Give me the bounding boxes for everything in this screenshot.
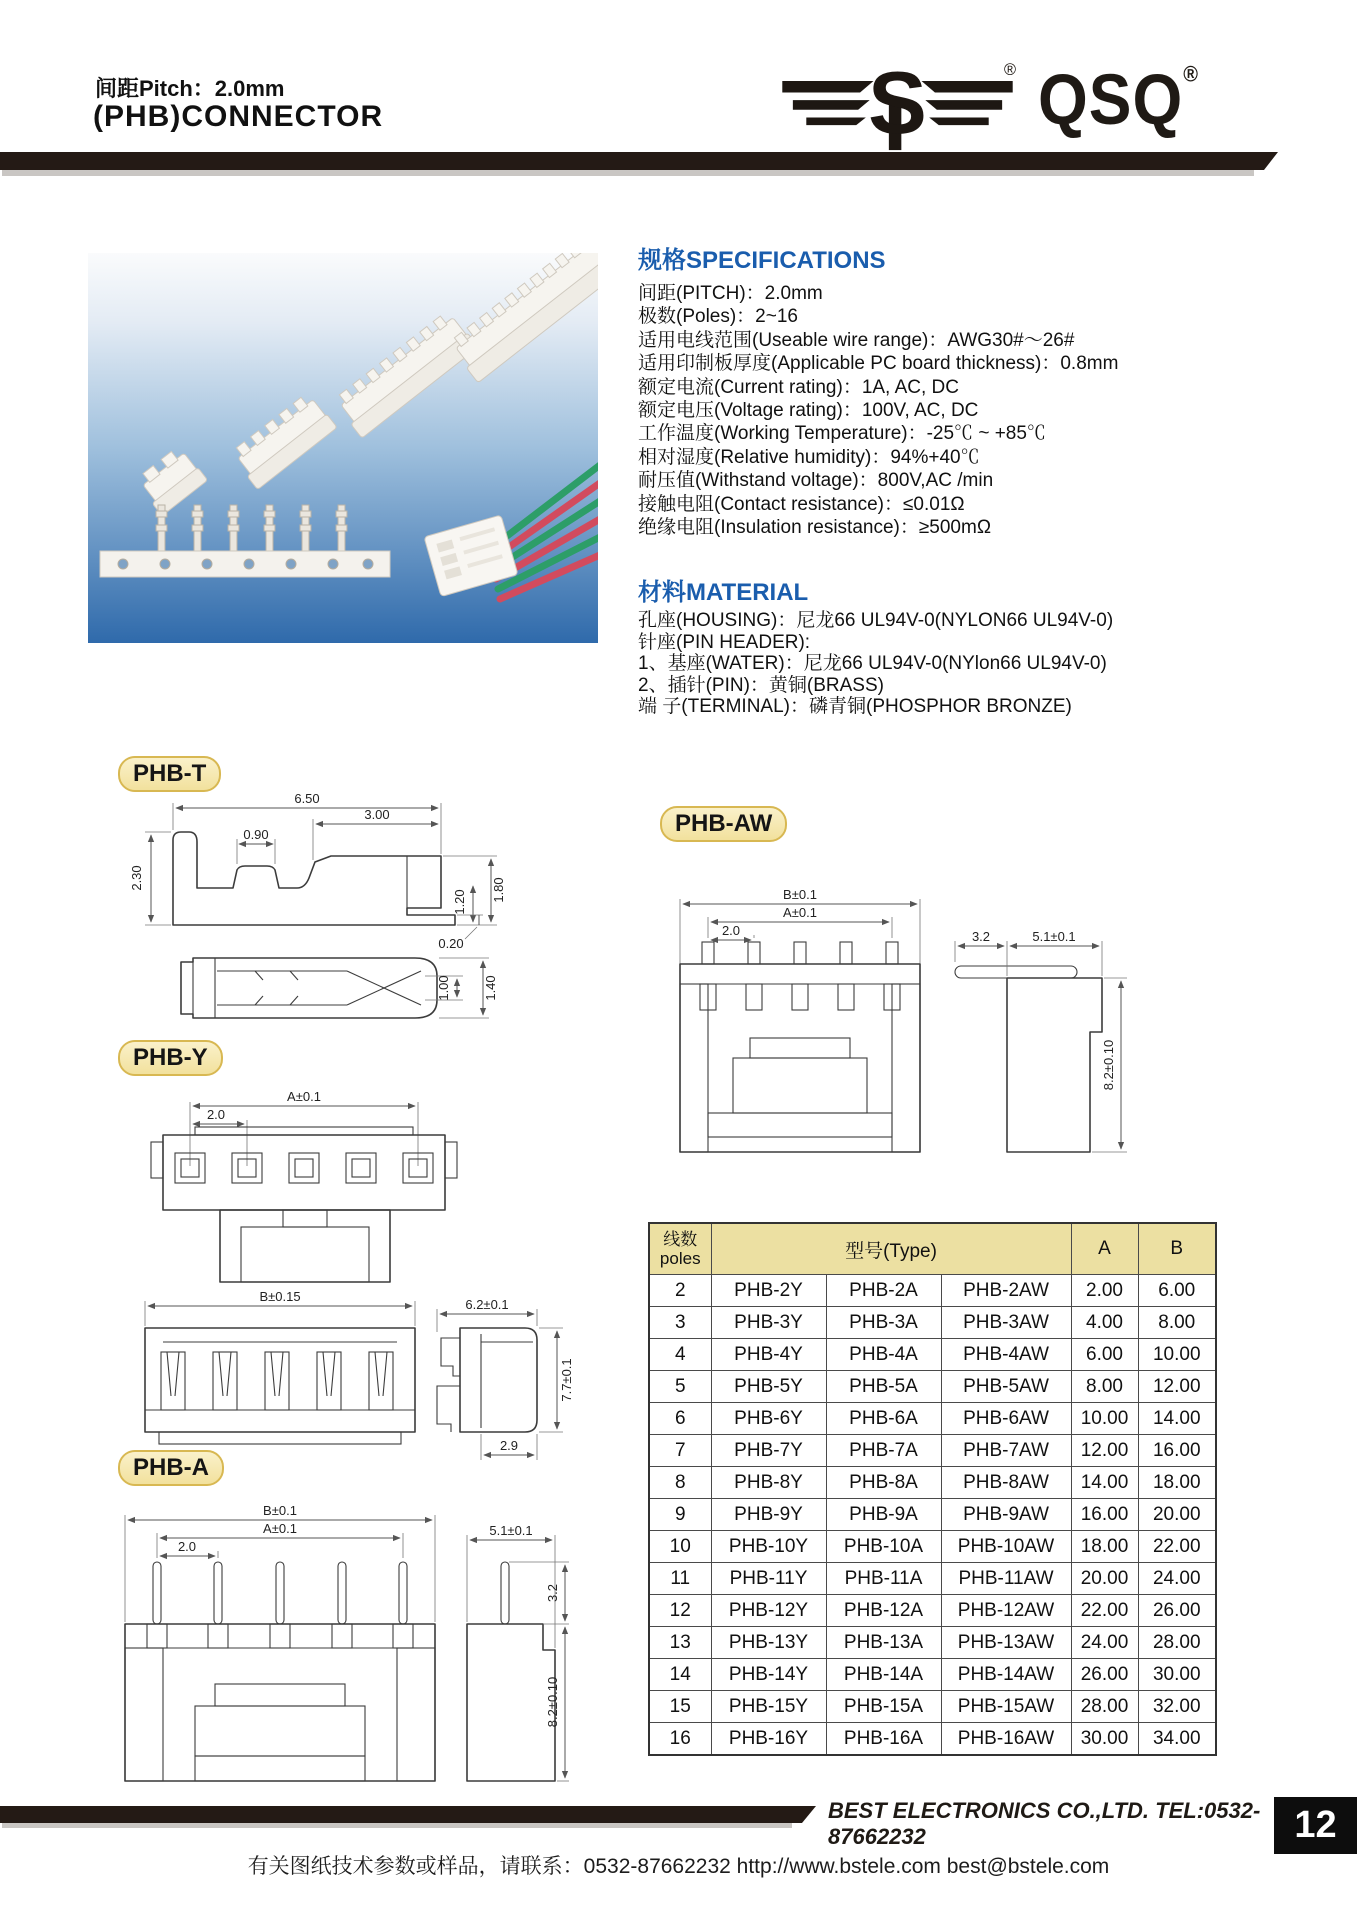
spec-line: 额定电流(Current rating)：1A, AC, DC <box>638 376 959 398</box>
dim-label: 0.90 <box>243 827 269 842</box>
spec-line: 额定电压(Voltage rating)：100V, AC, DC <box>638 400 979 422</box>
col-header-type: 型号(Type) <box>711 1223 1071 1275</box>
cell-type-aw: PHB-7AW <box>941 1435 1071 1467</box>
type-table <box>648 1222 1217 1756</box>
header-divider-bar <box>0 152 1278 170</box>
cell-type-y: PHB-8Y <box>711 1467 826 1499</box>
page-number: 12 <box>1294 1804 1337 1846</box>
cell-type-a: PHB-5A <box>826 1371 941 1403</box>
logo-left-wing <box>782 81 873 125</box>
spec-line: 相对湿度(Relative humidity)：94%+40℃ <box>638 446 980 468</box>
dim-label: B±0.15 <box>259 1289 301 1304</box>
footer-divider-shadow <box>2 1823 792 1828</box>
table-row <box>649 1307 1216 1339</box>
col-header-b: B <box>1138 1223 1216 1275</box>
table-row <box>649 1723 1216 1756</box>
cell-dim-a: 20.00 <box>1071 1563 1138 1595</box>
cell-type-y: PHB-11Y <box>711 1563 826 1595</box>
material-line: 1、基座(WATER)：尼龙66 UL94V-0(NYlon66 UL94V-0) <box>638 653 1107 675</box>
cell-type-aw: PHB-4AW <box>941 1339 1071 1371</box>
cell-dim-a: 12.00 <box>1071 1435 1138 1467</box>
dim-label: 2.0 <box>177 1539 197 1554</box>
cell-type-aw: PHB-11AW <box>941 1563 1071 1595</box>
table-row <box>649 1339 1216 1371</box>
cell-dim-b: 14.00 <box>1138 1403 1216 1435</box>
product-photo <box>88 253 598 643</box>
cell-poles: 2 <box>649 1275 711 1307</box>
footer-company: BEST ELECTRONICS CO.,LTD. TEL:0532-87662232 <box>828 1798 1261 1849</box>
logo-right-wing <box>922 81 1013 125</box>
cell-poles: 7 <box>649 1435 711 1467</box>
cell-type-aw: PHB-3AW <box>941 1307 1071 1339</box>
cell-dim-a: 30.00 <box>1071 1723 1138 1756</box>
cell-type-y: PHB-13Y <box>711 1627 826 1659</box>
drawing-phb-y <box>85 1080 585 1480</box>
cell-type-y: PHB-3Y <box>711 1307 826 1339</box>
dim-label: 2.0 <box>206 1107 226 1122</box>
spec-line: 适用电线范围(Useable wire range)：AWG30#～26# <box>638 329 1075 351</box>
cell-dim-b: 18.00 <box>1138 1467 1216 1499</box>
table-row <box>649 1563 1216 1595</box>
cell-poles: 4 <box>649 1339 711 1371</box>
cell-type-y: PHB-7Y <box>711 1435 826 1467</box>
dim-label: B±0.1 <box>263 1503 297 1518</box>
cell-type-a: PHB-7A <box>826 1435 941 1467</box>
material-line: 2、插针(PIN)：黄铜(BRASS) <box>638 674 884 696</box>
cell-type-aw: PHB-15AW <box>941 1691 1071 1723</box>
cell-type-aw: PHB-8AW <box>941 1467 1071 1499</box>
cell-type-a: PHB-2A <box>826 1275 941 1307</box>
material-list <box>638 610 1113 718</box>
cell-poles: 9 <box>649 1499 711 1531</box>
col-header-poles: 线数 poles <box>649 1223 711 1275</box>
cell-type-aw: PHB-9AW <box>941 1499 1071 1531</box>
cell-poles: 13 <box>649 1627 711 1659</box>
cell-dim-a: 16.00 <box>1071 1499 1138 1531</box>
cell-dim-a: 18.00 <box>1071 1531 1138 1563</box>
cell-type-a: PHB-12A <box>826 1595 941 1627</box>
spec-line: 适用印制板厚度(Applicable PC board thickness)：0.8mm <box>638 353 1119 375</box>
cell-dim-b: 30.00 <box>1138 1659 1216 1691</box>
table-row <box>649 1499 1216 1531</box>
table-row <box>649 1691 1216 1723</box>
cell-type-a: PHB-6A <box>826 1403 941 1435</box>
cell-type-a: PHB-13A <box>826 1627 941 1659</box>
cell-dim-a: 2.00 <box>1071 1275 1138 1307</box>
spec-line: 间距(PITCH)：2.0mm <box>638 283 823 304</box>
cell-poles: 15 <box>649 1691 711 1723</box>
cell-type-a: PHB-14A <box>826 1659 941 1691</box>
cell-type-aw: PHB-2AW <box>941 1275 1071 1307</box>
cell-dim-b: 34.00 <box>1138 1723 1216 1756</box>
cell-type-y: PHB-10Y <box>711 1531 826 1563</box>
logo-letter: S <box>868 56 927 152</box>
cell-type-y: PHB-5Y <box>711 1371 826 1403</box>
cell-type-aw: PHB-5AW <box>941 1371 1071 1403</box>
page-number-badge <box>1274 1797 1357 1854</box>
cell-dim-b: 20.00 <box>1138 1499 1216 1531</box>
cell-type-a: PHB-3A <box>826 1307 941 1339</box>
specifications-list <box>638 282 1118 539</box>
drawing-phb-aw <box>655 880 1135 1170</box>
cell-type-y: PHB-2Y <box>711 1275 826 1307</box>
cell-type-a: PHB-10A <box>826 1531 941 1563</box>
dim-label: 8.2±0.10 <box>1101 1039 1116 1091</box>
header-divider-shadow <box>2 170 1254 176</box>
dim-label: A±0.1 <box>783 905 817 920</box>
cell-poles: 8 <box>649 1467 711 1499</box>
qsq-brand-logo <box>1038 58 1199 141</box>
specifications-heading: 规格SPECIFICATIONS <box>638 247 886 274</box>
dim-label: 3.2 <box>545 1583 560 1603</box>
dim-label: 1.40 <box>483 975 498 1001</box>
dim-label: A±0.1 <box>287 1089 321 1104</box>
cell-type-y: PHB-6Y <box>711 1403 826 1435</box>
cell-dim-b: 32.00 <box>1138 1691 1216 1723</box>
registered-mark-icon: ® <box>1183 62 1199 88</box>
cell-dim-b: 12.00 <box>1138 1371 1216 1403</box>
table-row <box>649 1371 1216 1403</box>
cell-type-a: PHB-15A <box>826 1691 941 1723</box>
cell-dim-a: 26.00 <box>1071 1659 1138 1691</box>
cell-type-a: PHB-8A <box>826 1467 941 1499</box>
dim-label: 6.50 <box>294 791 320 806</box>
cell-dim-a: 14.00 <box>1071 1467 1138 1499</box>
table-row <box>649 1659 1216 1691</box>
table-row <box>649 1531 1216 1563</box>
dim-label: 8.2±0.10 <box>545 1676 560 1728</box>
table-header-row <box>649 1223 1216 1275</box>
material-line: 端 子(TERMINAL)：磷青铜(PHOSPHOR BRONZE) <box>638 696 1072 718</box>
registered-mark-icon: ® <box>1004 61 1017 80</box>
spec-line: 接触电阻(Contact resistance)：≤0.01Ω <box>638 493 965 515</box>
cell-dim-a: 24.00 <box>1071 1627 1138 1659</box>
dim-label: 6.2±0.1 <box>465 1297 509 1312</box>
cell-dim-a: 28.00 <box>1071 1691 1138 1723</box>
badge-phb-y: PHB-Y <box>118 1040 223 1076</box>
cell-type-aw: PHB-14AW <box>941 1659 1071 1691</box>
cell-poles: 6 <box>649 1403 711 1435</box>
cell-dim-b: 8.00 <box>1138 1307 1216 1339</box>
drawing-phb-t <box>85 790 525 1030</box>
cell-dim-a: 10.00 <box>1071 1403 1138 1435</box>
col-header-a: A <box>1071 1223 1138 1275</box>
cell-type-aw: PHB-16AW <box>941 1723 1071 1756</box>
cell-type-a: PHB-16A <box>826 1723 941 1756</box>
cell-dim-b: 24.00 <box>1138 1563 1216 1595</box>
table-row <box>649 1435 1216 1467</box>
cell-type-y: PHB-4Y <box>711 1339 826 1371</box>
material-line: 孔座(HOUSING)：尼龙66 UL94V-0(NYLON66 UL94V-0) <box>638 610 1114 631</box>
table-row <box>649 1275 1216 1307</box>
material-line: 针座(PIN HEADER): <box>638 631 811 653</box>
badge-phb-aw: PHB-AW <box>660 806 787 842</box>
ts-brand-logo <box>775 56 1020 152</box>
cell-type-y: PHB-15Y <box>711 1691 826 1723</box>
footer-divider-bar <box>0 1806 816 1823</box>
footer-contact: 有关图纸技术参数或样品，请联系：0532-87662232 http://www.bstele.com best@bstele.com <box>247 1855 1110 1878</box>
cell-type-y: PHB-9Y <box>711 1499 826 1531</box>
cell-poles: 10 <box>649 1531 711 1563</box>
cell-type-y: PHB-12Y <box>711 1595 826 1627</box>
spec-line: 绝缘电阻(Insulation resistance)：≥500mΩ <box>638 517 992 539</box>
cell-dim-a: 4.00 <box>1071 1307 1138 1339</box>
dim-label: 2.30 <box>129 865 144 891</box>
qsq-text: QSQ <box>1038 59 1184 140</box>
cell-dim-b: 22.00 <box>1138 1531 1216 1563</box>
cell-poles: 12 <box>649 1595 711 1627</box>
cell-type-a: PHB-9A <box>826 1499 941 1531</box>
dim-label: 2.0 <box>721 923 741 938</box>
dim-label: 1.80 <box>491 877 506 903</box>
dim-label: 1.20 <box>452 889 467 915</box>
cell-dim-b: 10.00 <box>1138 1339 1216 1371</box>
material-heading: 材料MATERIAL <box>638 579 809 606</box>
dim-label: B±0.1 <box>783 887 817 902</box>
cell-dim-a: 22.00 <box>1071 1595 1138 1627</box>
cell-type-aw: PHB-10AW <box>941 1531 1071 1563</box>
cell-dim-b: 26.00 <box>1138 1595 1216 1627</box>
table-row <box>649 1595 1216 1627</box>
cell-type-aw: PHB-12AW <box>941 1595 1071 1627</box>
cell-poles: 16 <box>649 1723 711 1756</box>
spec-line: 工作温度(Working Temperature)：-25℃ ~ +85℃ <box>638 423 1046 445</box>
cell-type-y: PHB-14Y <box>711 1659 826 1691</box>
dim-label: 5.1±0.1 <box>1032 929 1076 944</box>
cell-poles: 3 <box>649 1307 711 1339</box>
cell-poles: 14 <box>649 1659 711 1691</box>
table-row <box>649 1627 1216 1659</box>
dim-label: 7.7±0.1 <box>559 1358 574 1402</box>
cell-poles: 11 <box>649 1563 711 1595</box>
dim-label: 3.00 <box>364 807 390 822</box>
badge-phb-t: PHB-T <box>118 756 221 792</box>
cell-type-a: PHB-4A <box>826 1339 941 1371</box>
header-pitch-line: 间距Pitch：2.0mm <box>95 76 285 101</box>
page-title: (PHB)CONNECTOR <box>93 100 384 133</box>
cell-dim-a: 6.00 <box>1071 1339 1138 1371</box>
badge-phb-a: PHB-A <box>118 1450 224 1486</box>
spec-line: 极数(Poles)：2~16 <box>638 306 798 328</box>
drawing-phb-a <box>95 1496 575 1796</box>
cell-dim-a: 8.00 <box>1071 1371 1138 1403</box>
spec-line: 耐压值(Withstand voltage)：800V,AC /min <box>638 470 994 492</box>
dim-label: 5.1±0.1 <box>489 1523 533 1538</box>
cell-dim-b: 28.00 <box>1138 1627 1216 1659</box>
cell-type-a: PHB-11A <box>826 1563 941 1595</box>
dim-label: 0.20 <box>438 936 464 951</box>
dim-label: 2.9 <box>499 1438 519 1453</box>
cell-type-aw: PHB-13AW <box>941 1627 1071 1659</box>
cell-poles: 5 <box>649 1371 711 1403</box>
table-row <box>649 1467 1216 1499</box>
cell-dim-b: 16.00 <box>1138 1435 1216 1467</box>
table-row <box>649 1403 1216 1435</box>
cell-type-aw: PHB-6AW <box>941 1403 1071 1435</box>
dim-label: A±0.1 <box>263 1521 297 1536</box>
dim-label: 3.2 <box>971 929 991 944</box>
cell-type-y: PHB-16Y <box>711 1723 826 1756</box>
dim-label: 1.00 <box>436 975 451 1001</box>
cell-dim-b: 6.00 <box>1138 1275 1216 1307</box>
